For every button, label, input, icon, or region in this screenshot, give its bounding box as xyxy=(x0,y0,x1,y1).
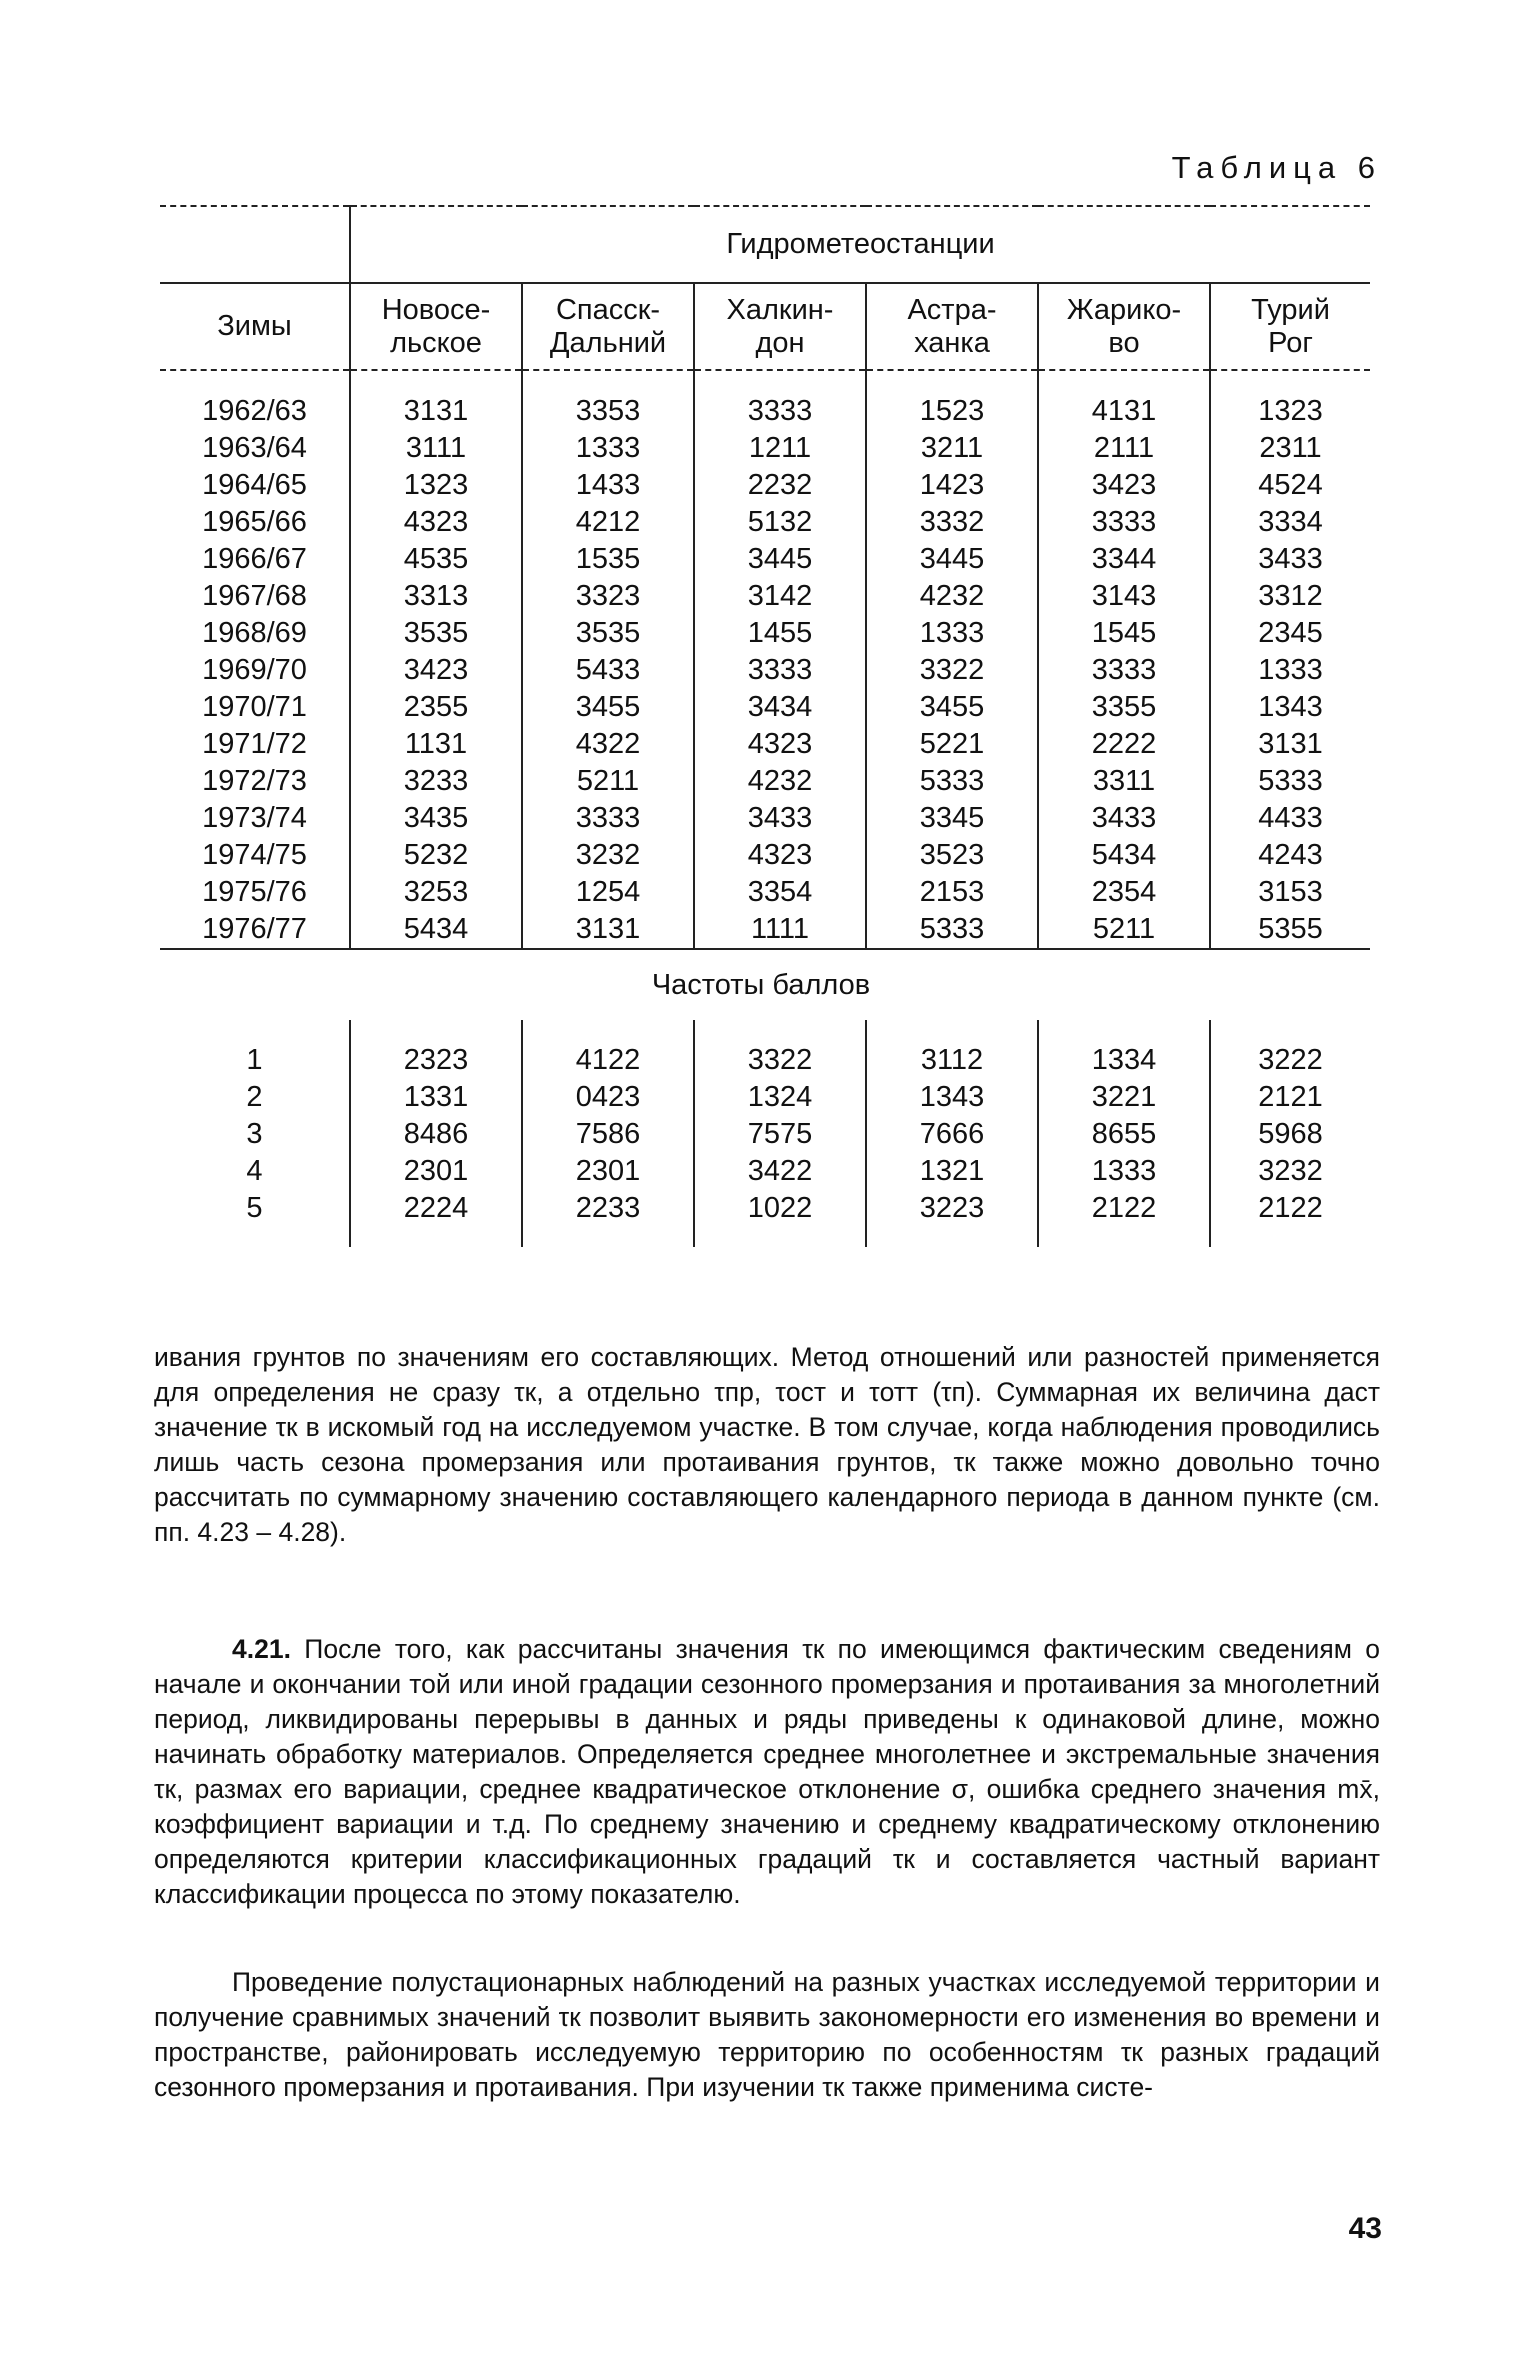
table-cell: 3535 xyxy=(522,615,694,652)
freq-section-title: Частоты баллов xyxy=(156,949,1366,1020)
table-cell: 4323 xyxy=(694,726,866,763)
table-cell: 3131 xyxy=(350,393,522,430)
year-row xyxy=(160,541,1370,578)
year-row-label: 1971/72 xyxy=(202,728,307,760)
table-cell: 1254 xyxy=(522,874,694,911)
year-row xyxy=(160,726,1370,763)
year-row xyxy=(160,504,1370,541)
year-row-label: 1975/76 xyxy=(202,876,307,908)
table-cell: 3334 xyxy=(1210,504,1370,541)
table-cell: 8486 xyxy=(350,1116,522,1153)
table-cell: 1333 xyxy=(866,615,1038,652)
table-cell: 3131 xyxy=(522,911,694,949)
year-row xyxy=(160,615,1370,652)
table-cell: 7586 xyxy=(522,1116,694,1153)
table-cell: 2301 xyxy=(350,1153,522,1190)
table-cell: 1433 xyxy=(522,467,694,504)
station-name-line1: Астра- xyxy=(907,293,997,326)
station-name-line2: Дальний xyxy=(549,326,667,359)
year-row xyxy=(160,837,1370,874)
freq-row xyxy=(160,1079,1370,1116)
table-cell: 3313 xyxy=(350,578,522,615)
table-cell: 3455 xyxy=(866,689,1038,726)
table-cell: 5211 xyxy=(1038,911,1210,949)
table-cell: 2111 xyxy=(1038,430,1210,467)
station-header xyxy=(1210,283,1370,370)
station-header xyxy=(350,283,522,370)
year-row-label: 1976/77 xyxy=(202,913,307,945)
table-cell: 1535 xyxy=(522,541,694,578)
table-cell: 4535 xyxy=(350,541,522,578)
year-row-label: 1973/74 xyxy=(202,802,307,834)
table-cell: 4131 xyxy=(1038,393,1210,430)
table-cell: 2232 xyxy=(694,467,866,504)
table-cell: 3131 xyxy=(1210,726,1370,763)
paragraph-text: После того, как рассчитаны значения τк по имеющимся фактическим сведениям о начале и окончании той или иной градации сезонного промерзания и протаивания за многолетний период, ликвидированы перерывы в данных и ряды приведены к одинаковой длине, можно начинать обработку материалов. Определяется среднее многолетнее и экстремальные значения τк, размах его вариации, среднее квадратическое отклонение σ, ошибка среднего значения mx̄, коэффициент вариации и т.д. По среднему значению и среднему квадратическому отклонению определяются критерии классификационных градаций τк и составляется частный вариант классификации процесса по этому показателю. xyxy=(154,1634,1380,1909)
year-row-label: 1974/75 xyxy=(202,839,307,871)
table-cell: 2222 xyxy=(1038,726,1210,763)
freq-row-label: 5 xyxy=(246,1192,263,1224)
section-number: 4.21. xyxy=(232,1634,291,1664)
group-header: Гидрометеостанции xyxy=(350,206,1370,283)
paragraph-4-21 xyxy=(154,1632,1380,1912)
table-cell: 1455 xyxy=(694,615,866,652)
table-cell: 1211 xyxy=(694,430,866,467)
blank-header-cell xyxy=(160,206,350,283)
paragraph-text: ивания грунтов по значениям его составляющих. Метод отношений или разностей применяется для определения не сразу τк, а отдельно τпр, τост и τотт (τп). Суммарная их величина даст значение τк в искомый год на исследуемом участке. В том случае, когда наблюдения проводились лишь часть сезона промерзания или протаивания грунтов, τк также можно довольно точно рассчитать по суммарному значению составляющего календарного периода в данном пункте (см. пп. 4.23 – 4.28). xyxy=(154,1342,1380,1547)
table-cell: 5433 xyxy=(522,652,694,689)
table-cell: 3332 xyxy=(866,504,1038,541)
table-cell: 2153 xyxy=(866,874,1038,911)
freq-rows xyxy=(160,1042,1370,1227)
station-name-line1: Турий xyxy=(1251,293,1330,326)
table-cell: 1022 xyxy=(694,1190,866,1227)
year-rows xyxy=(160,393,1370,949)
table-cell: 4232 xyxy=(694,763,866,800)
table-cell: 3433 xyxy=(1210,541,1370,578)
table-cell: 3323 xyxy=(522,578,694,615)
table-cell: 3311 xyxy=(1038,763,1210,800)
table-cell: 1323 xyxy=(1210,393,1370,430)
data-table xyxy=(160,205,1370,1247)
table-cell: 3333 xyxy=(1038,504,1210,541)
table-cell: 7666 xyxy=(866,1116,1038,1153)
station-name-line2: во xyxy=(1108,326,1140,359)
year-row-label: 1967/68 xyxy=(202,580,307,612)
year-row xyxy=(160,652,1370,689)
table-cell: 3344 xyxy=(1038,541,1210,578)
year-row xyxy=(160,578,1370,615)
freq-row-label: 2 xyxy=(246,1081,263,1113)
freq-row xyxy=(160,1042,1370,1079)
table-cell: 3112 xyxy=(866,1042,1038,1079)
year-row-label: 1968/69 xyxy=(202,617,307,649)
year-row xyxy=(160,911,1370,949)
table-cell: 3535 xyxy=(350,615,522,652)
station-name-line1: Халкин- xyxy=(726,293,834,326)
year-row-label: 1970/71 xyxy=(202,691,307,723)
station-header xyxy=(522,283,694,370)
table-cell: 1334 xyxy=(1038,1042,1210,1079)
freq-row xyxy=(160,1190,1370,1227)
table-cell: 4212 xyxy=(522,504,694,541)
table-cell: 3223 xyxy=(866,1190,1038,1227)
paragraph-observations xyxy=(154,1965,1380,2105)
table-cell: 2122 xyxy=(1210,1190,1370,1227)
table-cell: 4243 xyxy=(1210,837,1370,874)
year-row xyxy=(160,763,1370,800)
table-cell: 1333 xyxy=(522,430,694,467)
table-cell: 3253 xyxy=(350,874,522,911)
table-cell: 3322 xyxy=(866,652,1038,689)
table-cell: 1111 xyxy=(694,911,866,949)
station-name-line2: дон xyxy=(755,326,805,359)
table-cell: 1343 xyxy=(866,1079,1038,1116)
table-cell: 4122 xyxy=(522,1042,694,1079)
table-cell: 2355 xyxy=(350,689,522,726)
table-cell: 1523 xyxy=(866,393,1038,430)
table-cell: 3111 xyxy=(350,430,522,467)
page-number: 43 xyxy=(1348,2212,1382,2245)
year-row xyxy=(160,430,1370,467)
table-cell: 5333 xyxy=(866,763,1038,800)
table-cell: 1333 xyxy=(1038,1153,1210,1190)
table-cell: 1323 xyxy=(350,467,522,504)
table-cell: 5333 xyxy=(866,911,1038,949)
year-row-label: 1964/65 xyxy=(202,469,307,501)
station-name-line1: Новосе- xyxy=(381,293,491,326)
table-cell: 3153 xyxy=(1210,874,1370,911)
station-name-line1: Спасск- xyxy=(555,293,661,326)
table-cell: 3435 xyxy=(350,800,522,837)
table-cell: 3333 xyxy=(694,393,866,430)
table-cell: 1321 xyxy=(866,1153,1038,1190)
table-cell: 1333 xyxy=(1210,652,1370,689)
table-cell: 1343 xyxy=(1210,689,1370,726)
table-cell: 4323 xyxy=(694,837,866,874)
table-cell: 5355 xyxy=(1210,911,1370,949)
table-cell: 1423 xyxy=(866,467,1038,504)
table-cell: 1331 xyxy=(350,1079,522,1116)
table-cell: 4322 xyxy=(522,726,694,763)
table-cell: 3455 xyxy=(522,689,694,726)
station-name-line1: Жарико- xyxy=(1066,293,1182,326)
table-cell: 5968 xyxy=(1210,1116,1370,1153)
freq-row-label: 3 xyxy=(246,1118,263,1150)
table-cell: 3333 xyxy=(1038,652,1210,689)
freq-row-label: 4 xyxy=(246,1155,263,1187)
year-row xyxy=(160,874,1370,911)
year-row xyxy=(160,689,1370,726)
winters-header: Зимы xyxy=(160,283,350,370)
paragraph-text: Проведение полустационарных наблюдений на разных участках исследуемой территории и получение сравнимых значений τк позволит выявить закономерности его изменения во времени и пространстве, районировать исследуемую территорию по особенностям τк разных градаций сезонного промерзания и протаивания. При изучении τк также применима систе- xyxy=(154,1967,1380,2102)
table-cell: 5434 xyxy=(350,911,522,949)
year-row-label: 1966/67 xyxy=(202,543,307,575)
table-cell: 3233 xyxy=(350,763,522,800)
station-name-line2: Рог xyxy=(1268,326,1313,359)
year-row xyxy=(160,467,1370,504)
table-cell: 3232 xyxy=(1210,1153,1370,1190)
table-cell: 2121 xyxy=(1210,1079,1370,1116)
table-cell: 4524 xyxy=(1210,467,1370,504)
table-cell: 1324 xyxy=(694,1079,866,1116)
table-cell: 3423 xyxy=(350,652,522,689)
table-cell: 1131 xyxy=(350,726,522,763)
year-row-label: 1972/73 xyxy=(202,765,307,797)
station-name-line2: ханка xyxy=(914,326,990,359)
table-cell: 3312 xyxy=(1210,578,1370,615)
year-row-label: 1962/63 xyxy=(202,395,307,427)
table-cell: 3354 xyxy=(694,874,866,911)
table-cell: 3353 xyxy=(522,393,694,430)
table-cell: 1545 xyxy=(1038,615,1210,652)
table-cell: 3333 xyxy=(522,800,694,837)
table-cell: 2233 xyxy=(522,1190,694,1227)
year-row-label: 1969/70 xyxy=(202,654,307,686)
table-cell: 2323 xyxy=(350,1042,522,1079)
year-row xyxy=(160,800,1370,837)
table-cell: 3142 xyxy=(694,578,866,615)
station-name-line2: льское xyxy=(390,326,482,359)
table-cell: 5132 xyxy=(694,504,866,541)
table-cell: 5232 xyxy=(350,837,522,874)
table-cell: 5221 xyxy=(866,726,1038,763)
table-cell: 3232 xyxy=(522,837,694,874)
year-row xyxy=(160,393,1370,430)
table-cell: 3433 xyxy=(1038,800,1210,837)
table-cell: 2354 xyxy=(1038,874,1210,911)
table-cell: 3422 xyxy=(694,1153,866,1190)
station-header xyxy=(866,283,1038,370)
station-header xyxy=(1038,283,1210,370)
table-cell: 3423 xyxy=(1038,467,1210,504)
freq-row xyxy=(160,1153,1370,1190)
table-caption: Таблица 6 xyxy=(1171,150,1382,185)
table-cell: 3523 xyxy=(866,837,1038,874)
table-cell: 5211 xyxy=(522,763,694,800)
year-row-label: 1963/64 xyxy=(202,432,307,464)
table-cell: 3434 xyxy=(694,689,866,726)
table-cell: 3445 xyxy=(866,541,1038,578)
table-cell: 3221 xyxy=(1038,1079,1210,1116)
table-cell: 3333 xyxy=(694,652,866,689)
table-cell: 3355 xyxy=(1038,689,1210,726)
table-cell: 2345 xyxy=(1210,615,1370,652)
table-cell: 2311 xyxy=(1210,430,1370,467)
table-cell: 3322 xyxy=(694,1042,866,1079)
table-cell: 3143 xyxy=(1038,578,1210,615)
station-header xyxy=(694,283,866,370)
table-cell: 3445 xyxy=(694,541,866,578)
table-cell: 8655 xyxy=(1038,1116,1210,1153)
year-row-label: 1965/66 xyxy=(202,506,307,538)
table-cell: 2224 xyxy=(350,1190,522,1227)
table-cell: 3433 xyxy=(694,800,866,837)
table-cell: 7575 xyxy=(694,1116,866,1153)
table-cell: 5333 xyxy=(1210,763,1370,800)
paragraph-continuation xyxy=(154,1340,1380,1550)
table-cell: 3211 xyxy=(866,430,1038,467)
table-cell: 3222 xyxy=(1210,1042,1370,1079)
table-cell: 2301 xyxy=(522,1153,694,1190)
table-cell: 3345 xyxy=(866,800,1038,837)
table-cell: 0423 xyxy=(522,1079,694,1116)
freq-row xyxy=(160,1116,1370,1153)
table-cell: 5434 xyxy=(1038,837,1210,874)
freq-row-label: 1 xyxy=(246,1044,263,1076)
table-cell: 2122 xyxy=(1038,1190,1210,1227)
table-cell: 4433 xyxy=(1210,800,1370,837)
table-cell: 4323 xyxy=(350,504,522,541)
table-cell: 4232 xyxy=(866,578,1038,615)
